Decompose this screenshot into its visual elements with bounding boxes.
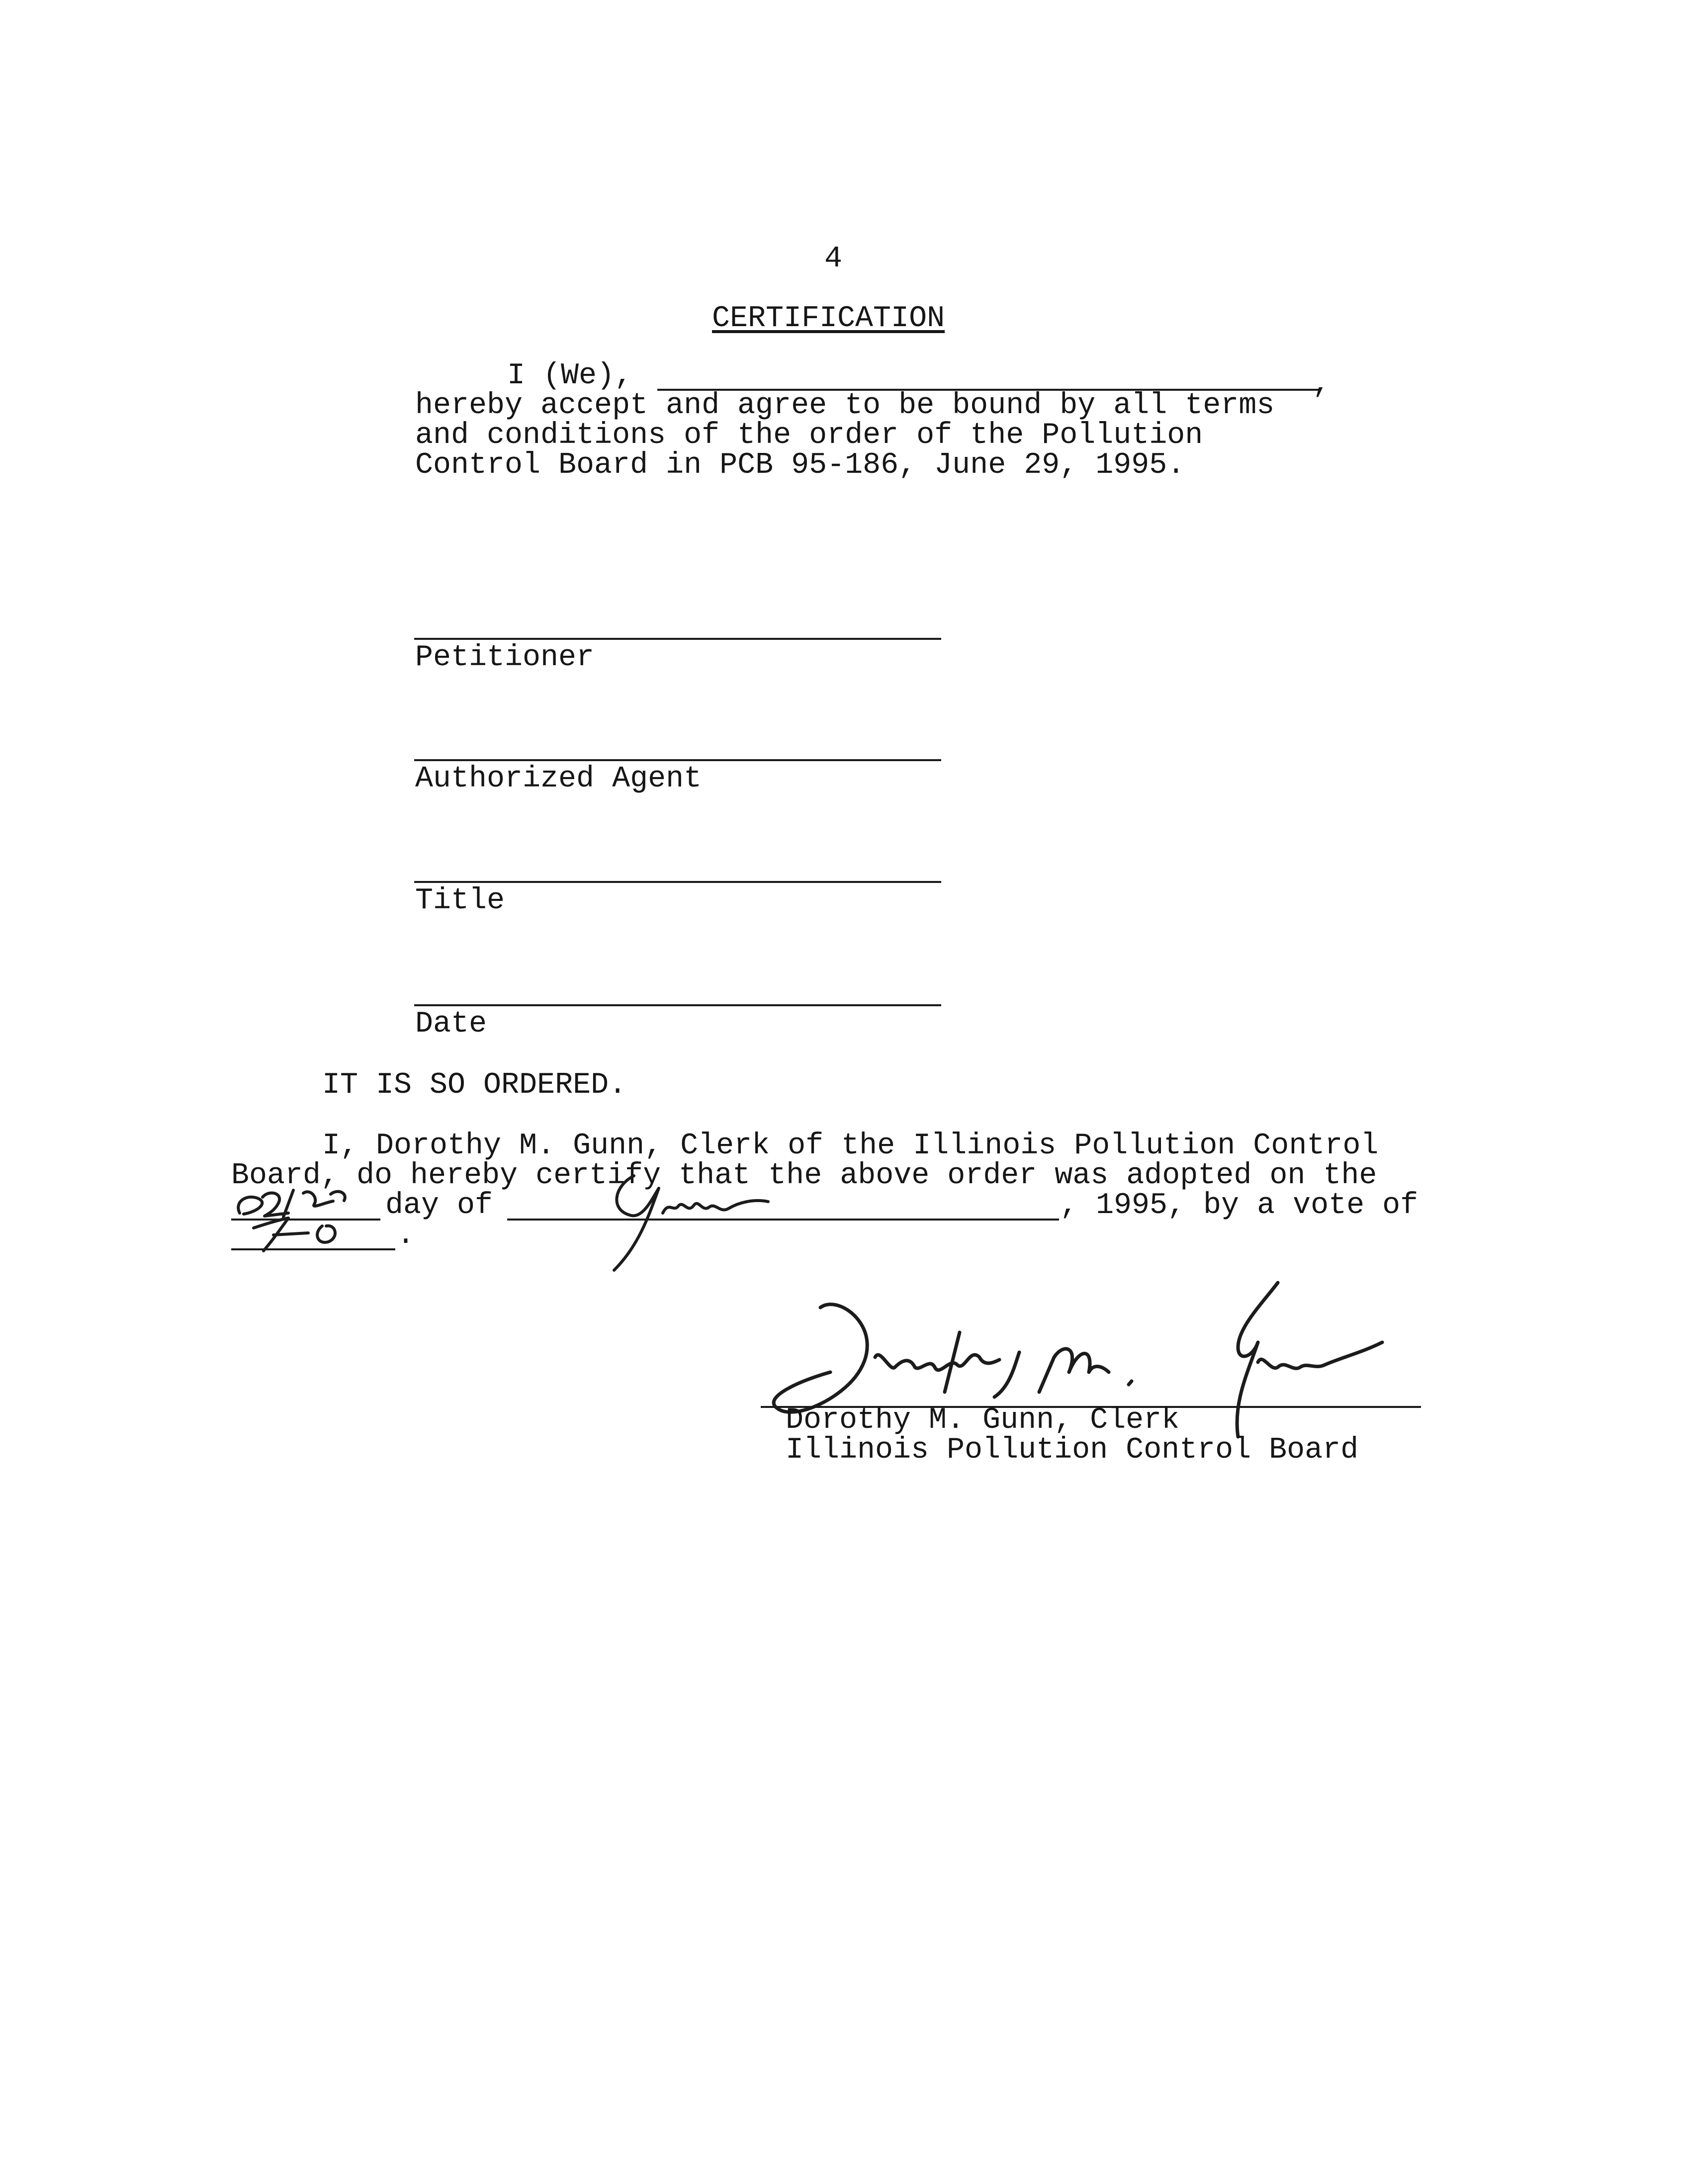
petitioner-label: Petitioner [415, 641, 595, 675]
date-signature-line[interactable] [414, 1004, 941, 1006]
acceptance-comma: , [1313, 367, 1331, 401]
clerk-name: Dorothy M. Gunn, Clerk [786, 1403, 1180, 1437]
acceptance-line-3: Control Board in PCB 95-186, June 29, 1995. [415, 448, 1185, 482]
clerk-cert-line-2: Board, do hereby certify that the above order was adopted on the [231, 1159, 1377, 1193]
acceptance-prefix: I (We), [507, 359, 633, 393]
page-number: 4 [824, 242, 843, 276]
title-signature-line[interactable] [414, 881, 941, 883]
handwritten-vote [234, 1213, 378, 1253]
clerk-organization: Illinois Pollution Control Board [786, 1433, 1359, 1467]
handwritten-month [604, 1166, 813, 1280]
clerk-cert-year-text: , 1995, by a vote of [1060, 1189, 1419, 1223]
page-title: CERTIFICATION [712, 302, 945, 336]
acceptance-line-2: and conditions of the order of the Pollution [415, 419, 1203, 452]
clerk-cert-day-text: day of [385, 1189, 493, 1223]
date-label: Date [415, 1007, 487, 1041]
order-statement: IT IS SO ORDERED. [322, 1068, 627, 1102]
petitioner-signature-line[interactable] [414, 638, 941, 640]
clerk-cert-line-1: I, Dorothy M. Gunn, Clerk of the Illinois Pollution Control [322, 1129, 1379, 1163]
acceptance-line-1: hereby accept and agree to be bound by all terms [415, 389, 1275, 423]
authorized-agent-label: Authorized Agent [415, 762, 702, 796]
authorized-agent-signature-line[interactable] [414, 759, 941, 761]
title-label: Title [415, 884, 505, 918]
clerk-cert-period: . [397, 1219, 415, 1252]
